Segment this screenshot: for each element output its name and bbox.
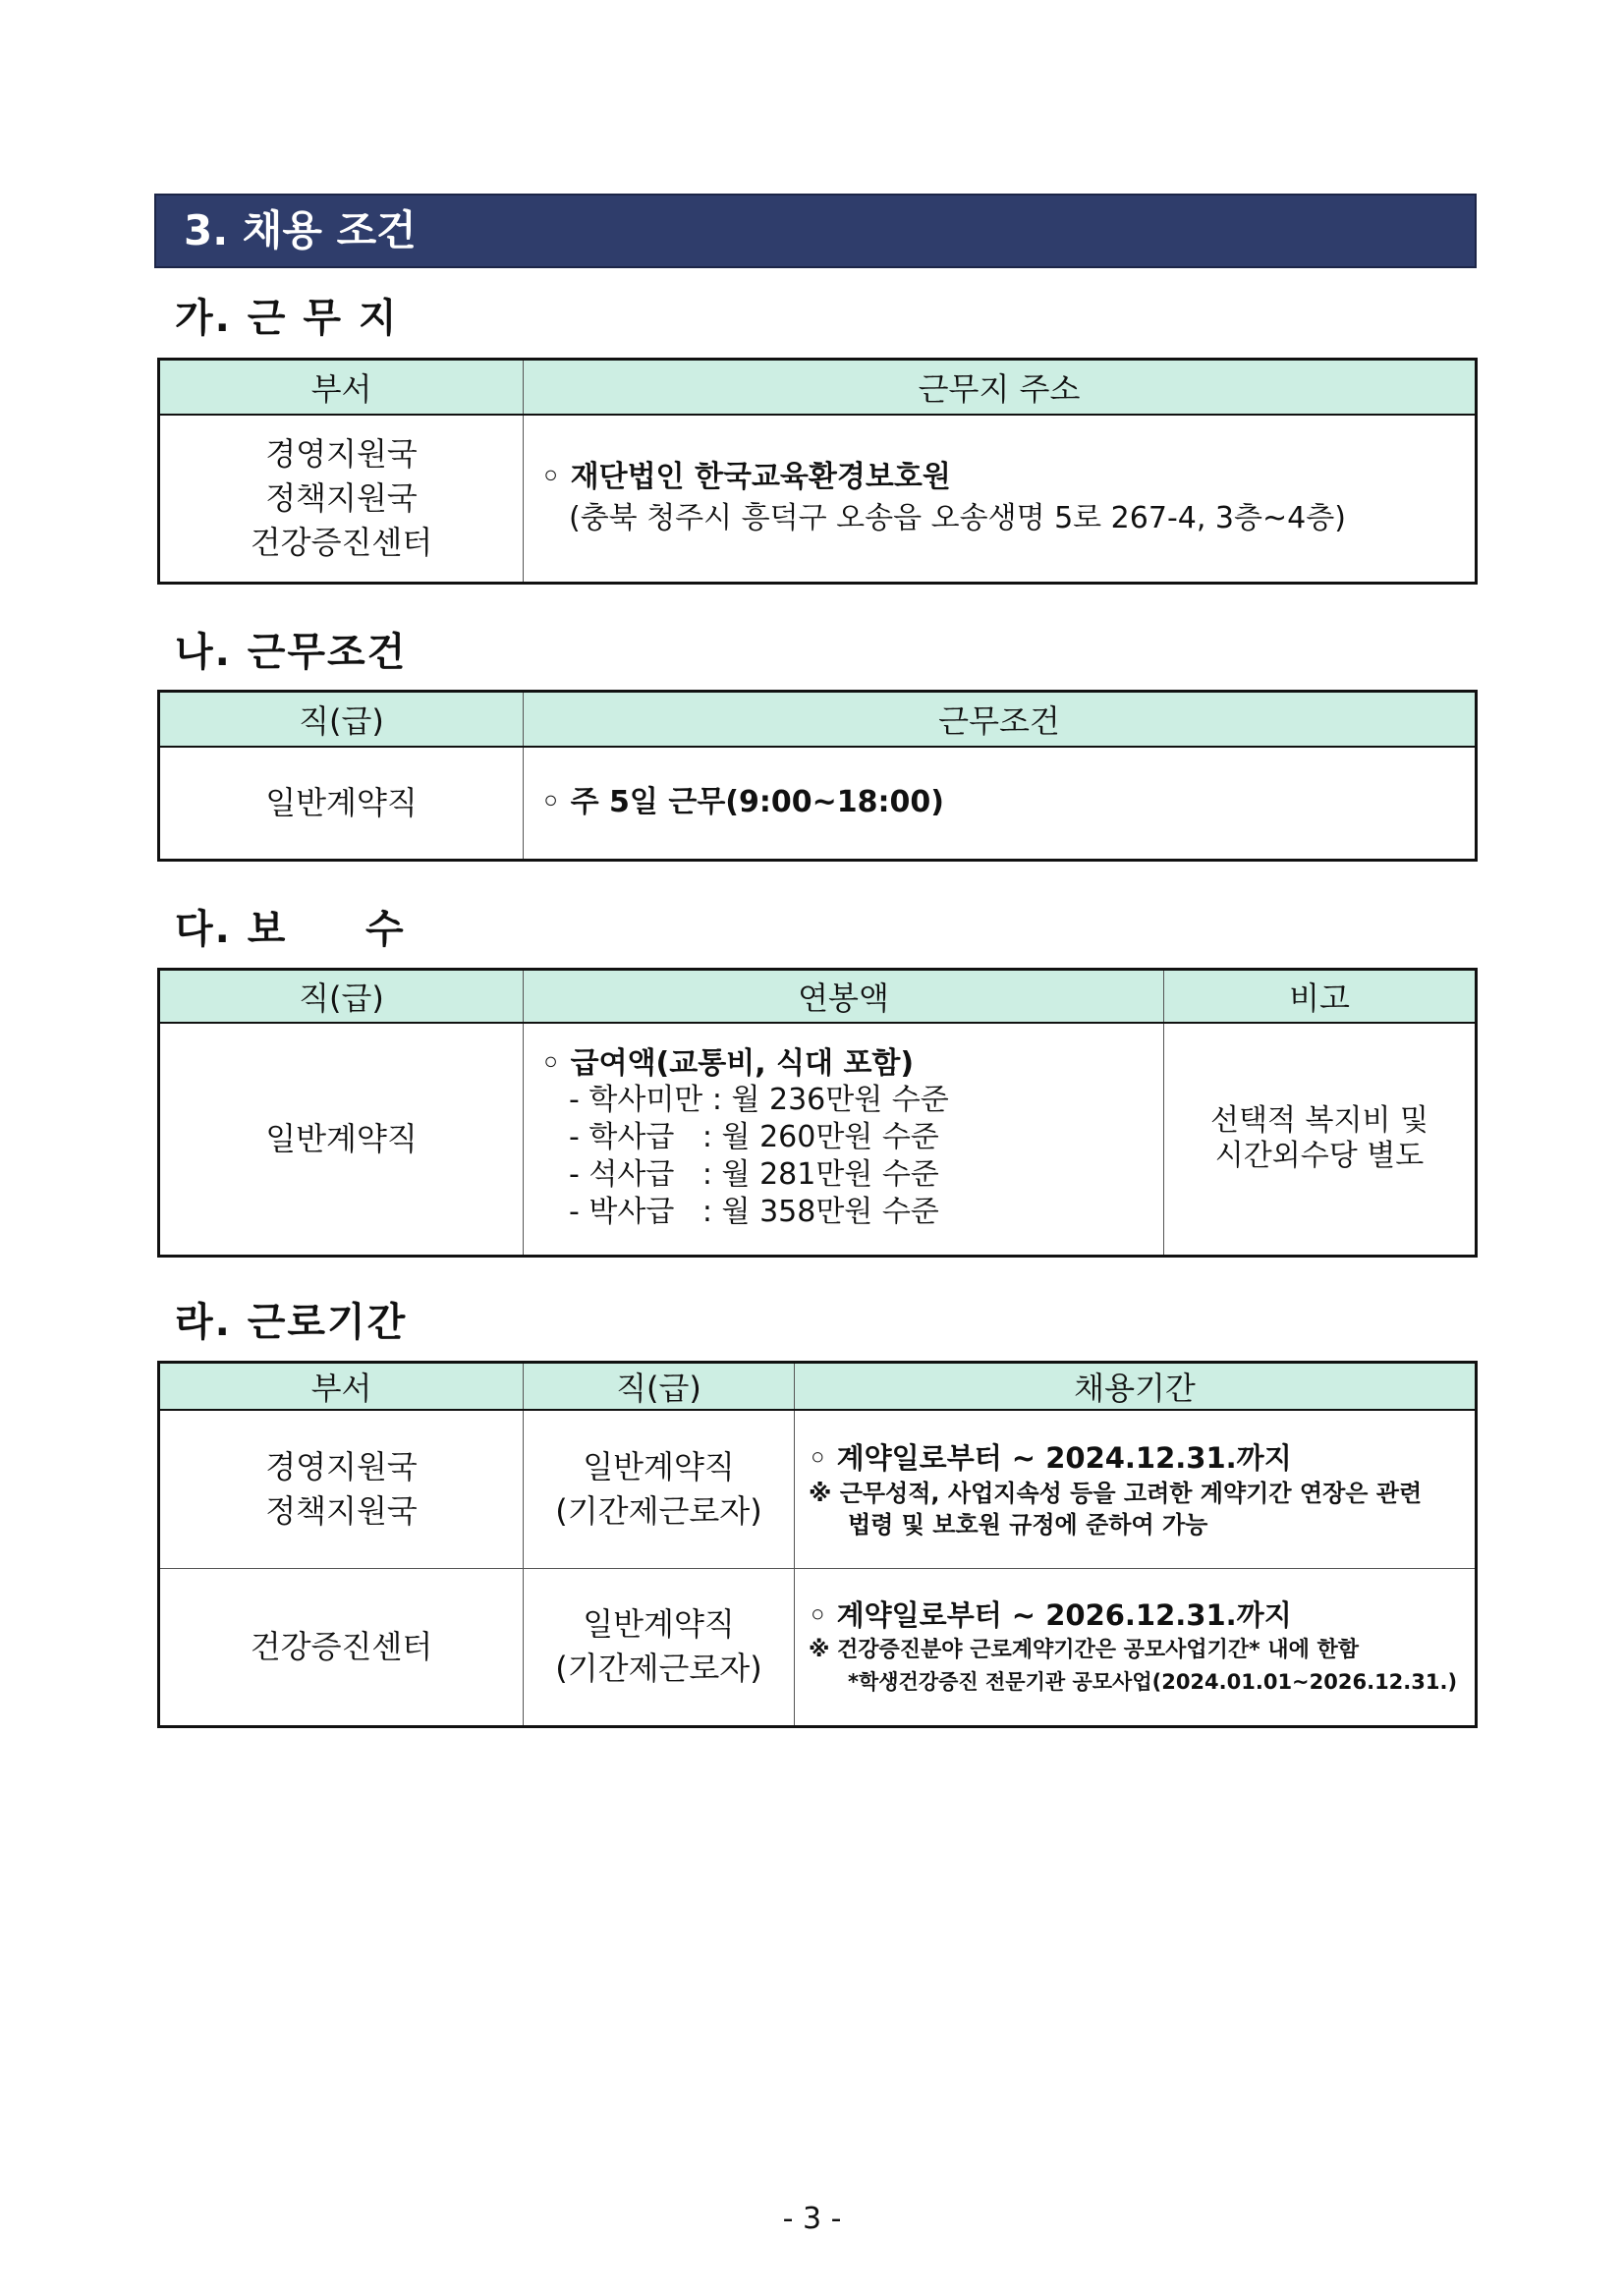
conditions-table xyxy=(157,690,1478,862)
dept-name: 건강증진센터 xyxy=(250,523,433,561)
dept-cell xyxy=(159,415,524,584)
dept-name: 경영지원국 xyxy=(265,1447,418,1485)
header-address: 근무지 주소 xyxy=(524,360,1477,415)
condition-cell xyxy=(524,747,1477,861)
header-condition: 근무조건 xyxy=(524,692,1477,747)
term-cell xyxy=(795,1410,1477,1568)
remark-line: 선택적 복지비 및 xyxy=(1210,1103,1428,1139)
address-name: ◦ 재단법인 한국교육환경보호원 xyxy=(541,460,951,495)
section-title: 3. 채용 조건 xyxy=(184,206,417,254)
grade-cell: 일반계약직 xyxy=(159,1023,524,1257)
grade-name: 일반계약직 xyxy=(583,1447,735,1485)
section-title-bar xyxy=(154,194,1477,268)
dept-name: 건강증진센터 xyxy=(250,1627,433,1665)
table-row xyxy=(159,1410,1477,1568)
header-salary: 연봉액 xyxy=(524,970,1164,1023)
term-text: ◦ 계약일로부터 ~ 2026.12.31.까지 xyxy=(809,1598,1292,1632)
header-remark: 비고 xyxy=(1164,970,1477,1023)
header-dept: 부서 xyxy=(159,360,524,415)
pay-table xyxy=(157,968,1478,1258)
term-note: ※ 근무성적, 사업지속성 등을 고려한 계약기간 연장은 관련 xyxy=(809,1479,1423,1507)
subheading-period: 라. 근로기간 xyxy=(175,1300,408,1345)
salary-line: - 학사미만 : 월 236만원 수준 xyxy=(569,1083,949,1118)
salary-line: - 학사급 : 월 260만원 수준 xyxy=(569,1120,939,1155)
grade-type: (기간제근로자) xyxy=(555,1650,762,1687)
grade-type: (기간제근로자) xyxy=(555,1491,762,1530)
remark-cell xyxy=(1164,1023,1477,1257)
grade-name: 일반계약직 xyxy=(583,1605,735,1643)
term-cell xyxy=(795,1568,1477,1726)
location-table xyxy=(157,358,1478,585)
dept-cell xyxy=(159,1568,524,1726)
term-note-cont: 법령 및 보호원 규정에 준하여 가능 xyxy=(848,1510,1208,1539)
header-dept: 부서 xyxy=(159,1363,524,1411)
grade-cell xyxy=(524,1568,795,1726)
header-grade: 직(급) xyxy=(159,692,524,747)
salary-line: - 박사급 : 월 358만원 수준 xyxy=(569,1195,939,1230)
header-grade: 직(급) xyxy=(524,1363,795,1411)
table-row xyxy=(159,1568,1477,1726)
remark-line: 시간외수당 별도 xyxy=(1214,1139,1425,1174)
dept-cell xyxy=(159,1410,524,1568)
grade-cell: 일반계약직 xyxy=(159,747,524,861)
grade-cell xyxy=(524,1410,795,1568)
salary-line: - 석사급 : 월 281만원 수준 xyxy=(569,1157,939,1193)
address-detail: (충북 청주시 흥덕구 오송읍 오송생명 5로 267-4, 3층~4층) xyxy=(569,501,1346,536)
header-grade: 직(급) xyxy=(159,970,524,1023)
term-text: ◦ 계약일로부터 ~ 2024.12.31.까지 xyxy=(809,1440,1292,1475)
term-note: ※ 건강증진분야 근로계약기간은 공모사업기간* 내에 한함 xyxy=(809,1638,1359,1662)
dept-name: 정책지원국 xyxy=(265,1491,418,1530)
salary-title: ◦ 급여액(교통비, 식대 포함) xyxy=(541,1046,915,1082)
term-note-cont: *학생건강증진 전문기관 공모사업(2024.01.01~2026.12.31.) xyxy=(848,1670,1458,1694)
address-cell xyxy=(524,415,1477,584)
subheading-pay: 다. 보 수 xyxy=(175,907,406,952)
condition-text: ◦ 주 5일 근무(9:00~18:00) xyxy=(541,785,944,820)
page-number: - 3 - xyxy=(782,2202,842,2236)
subheading-location: 가. 근 무 지 xyxy=(175,296,399,341)
period-table xyxy=(157,1361,1478,1728)
subheading-conditions: 나. 근무조건 xyxy=(175,630,408,675)
header-term: 채용기간 xyxy=(795,1363,1477,1411)
dept-name: 경영지원국 xyxy=(265,434,418,473)
salary-cell xyxy=(524,1023,1164,1257)
dept-name: 정책지원국 xyxy=(265,478,418,517)
